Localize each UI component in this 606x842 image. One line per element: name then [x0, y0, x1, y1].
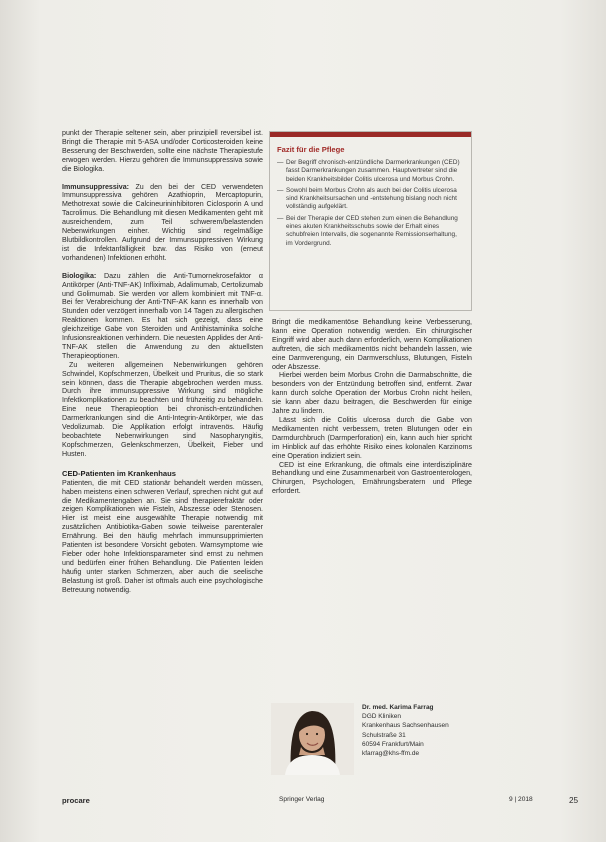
paragraph-lead: Immunsuppressiva:: [62, 182, 130, 191]
footer-journal: procare: [62, 796, 90, 805]
box-accent-bar: [270, 132, 471, 137]
dash-icon: —: [277, 186, 284, 194]
box-item-text: Bei der Therapie der CED stehen zum einen die Behandlung eines akuten Krankheitsschubs sowie der Erhalt eines schubfreien Intervalls, die sogenannte Remissionserhaltung, im Vordergrund.: [286, 214, 458, 247]
box-item-text: Sowohl beim Morbus Crohn als auch bei der Colitis ulcerosa sind Krankheitsursachen und -entstehung bislang noch nicht vollständig aufgeklärt.: [286, 186, 457, 211]
author-info: [362, 703, 502, 758]
box-list-item: [277, 187, 463, 212]
box-list: [270, 159, 471, 248]
footer-issue: 9 | 2018: [509, 796, 533, 803]
box-list-item: [277, 159, 463, 184]
paragraph: Hierbei werden beim Morbus Crohn die Darmabschnitte, die besonders von der Entzündung betroffen sind, entfernt. Zwar kann durch solche Operation der Morbus Crohn nicht heilen, sie kann aber dazu beitragen, die Beschwerden für einige Jahre zu lindern.: [272, 371, 472, 416]
paragraph: Bringt die medikamentöse Behandlung keine Verbesserung, kann eine Operation notwendig werden. Ein chirurgischer Eingriff wird aber auch dann erforderlich, wenn Komplikationen auftreten, die sich medikamentös nicht behandeln lassen, wie eine Darmverengung, ein Darmverschluss, Blutungen, Fisteln oder Abszesse.: [272, 318, 472, 371]
paragraph-text: Zu den bei der CED verwendeten Immunsuppressiva gehören Azathioprin, Mercaptopurin, Methotrexat sowie die Calcineurininhibitoren Ciclosporin A und Tacrolimus. Die Behandlung mit diesen Medikamenten geht mit ausreichendem, zum Teil schwerem/belastenden Nebenwirkungen einher. Wichtig sind regelmäßige Blutbildkontrollen. Aufgrund der Immunsuppressiven Wirkung ist die Infektanfälligkeit bzw. das Risiko von (erneut vorhandenen) Infektionen erhöht.: [62, 182, 263, 262]
box-list-item: [277, 215, 463, 248]
paragraph: Zu weiteren allgemeinen Nebenwirkungen gehören Schwindel, Kopfschmerzen, Übelkeit und Pruritus, die so stark sein können, dass die Therapie abgebrochen werden muss. Durch ihre immunsuppressive Wirkung sind mögliche Infektkomplikationen zu beachten und frühzeitig zu behandeln. Eine neue Therapieoption bei chronisch-entzündlichen Darmerkrankungen sind die Anti-Integrin-Antikörper, wie das Vedolizumab. Die Applikation erfolgt intravenös. Häufig beobachtete Nebenwirkungen sind Nasopharyngitis, Kopfschmerzen, Gelenkschmerzen, Übelkeit, Fieber und Husten.: [62, 360, 263, 458]
box-title: Fazit für die Pflege: [277, 145, 345, 154]
author-line: 60594 Frankfurt/Main: [362, 740, 424, 748]
paragraph: Patienten, die mit CED stationär behandelt werden müssen, haben meistens einen schweren Verlauf, sprechen nicht gut auf die Medikamentengaben an. Sie sind therapierefraktär oder zeigen Komplikationen wie Fisteln, Abszesse oder Stenosen. Hier ist meist eine ausgewählte Therapie notwendig mit zusätzlichen Antibiotika-Gaben sowie teilweise parenteraler Ernährung. Bei den häufig mehrfach immunsupprimierten Patienten ist besondere Vorsicht geboten. Warnsymptome wie Fieber oder hohe Infektionsparameter sind ernst zu nehmen und bedürfen einer frühen Behandlung. Die Patienten leiden häufig unter starken Schmerzen, aber auch die seelische Belastung ist groß. Daher ist oftmals auch eine psychologische Betreuung notwendig.: [62, 478, 263, 594]
right-column: [272, 318, 472, 496]
author-name: Dr. med. Karima Farrag: [362, 704, 434, 711]
paragraph: Lässt sich die Colitis ulcerosa durch die Gabe von Medikamenten nicht verbessern, treten Blutungen oder ein Darmdurchbruch (Darmperforation) ein, kann auch hier spricht im Hinblick auf das erhöhte Risiko eines kolonalen Karzinoms eine Operation indiziert sein.: [272, 415, 472, 460]
author-line: Krankenhaus Sachsenhausen: [362, 722, 449, 730]
paragraph: CED ist eine Erkrankung, die oftmals eine interdisziplinäre Behandlung und eine Zusammenarbeit von Gastroenterologen, Chirurgen, Psychologen, Ernährungsberatern und Pflege erfordert.: [272, 460, 472, 496]
author-line: Schulstraße 31: [362, 731, 406, 739]
footer-publisher: Springer Verlag: [279, 796, 325, 803]
author-email: kfarrag@khs-ffm.de: [362, 750, 420, 758]
paragraph-lead: Biologika:: [62, 271, 97, 280]
dash-icon: —: [277, 214, 284, 222]
box-item-text: Der Begriff chronisch-entzündliche Darmerkrankungen (CED) fasst Darmerkrankungen zusammen. Hauptvertreter sind die beiden Krankheitsbilder Colitis ulcerosa und Morbus Crohn.: [286, 159, 460, 183]
paragraph: punkt der Therapie seltener sein, aber prinzipiell reversibel ist. Bringt die Therapie mit 5-ASA und/oder Corticosteroiden keine Besserung der Beschwerden, sollte eine nächste Therapiestufe erwogen werden. Hierzu gehören die Immunsuppressiva sowie die Biologika.: [62, 129, 263, 173]
author-line: DGD Kliniken: [362, 713, 402, 721]
left-column: [62, 129, 263, 595]
page-number: 25: [569, 796, 579, 805]
paragraph: [62, 272, 263, 361]
paragraph-text: Dazu zählen die Anti-Tumornekrosefaktor α Antikörper (Anti-TNF-AK) Infliximab, Adalimumab, Certolizumab und Golimumab. Sie werden vor allem kombiniert mit TNF-α. Bei fer Verabreichung der Anti-TNF-AK kann es innerhalb von Stunden oder verzögert innerhalb von 14 Tagen zu allergischen Reaktionen kommen. Es hat sich gezeigt, dass eine gleichzeitige Gabe von Steroiden und Antihistaminika solche Infusionsreaktionen verhindern. Die neuesten Applides der Anti-TNF-AK stellen die Anwendung zu den aktuellsten Therapieoptionen.: [62, 271, 263, 360]
paragraph: [62, 183, 263, 263]
summary-box: [269, 131, 472, 311]
author-photo: [271, 703, 354, 775]
section-heading: CED-Patienten im Krankenhaus: [62, 468, 176, 478]
dash-icon: —: [277, 159, 284, 166]
portrait-image: [271, 703, 354, 775]
